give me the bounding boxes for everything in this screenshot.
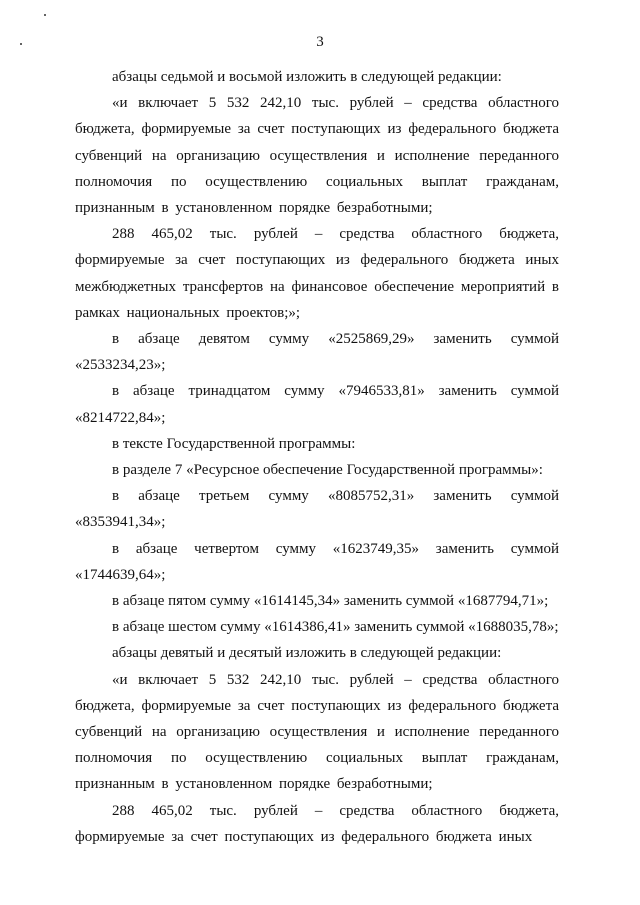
paragraph: в абзаце четвертом сумму «1623749,35» заменить суммой «1744639,64»; [75, 540, 559, 583]
paragraph: в абзаце третьем сумму «8085752,31» заменить суммой «8353941,34»; [75, 488, 559, 531]
document-body [75, 64, 559, 850]
paragraph: абзацы седьмой и восьмой изложить в следующей редакции: [112, 69, 502, 85]
paragraph: 288 465,02 тыс. рублей – средства областного бюджета, формируемые за счет поступающих из федерального бюджета иных [75, 802, 559, 845]
paragraph: «и включает 5 532 242,10 тыс. рублей – средства областного бюджета, формируемые за счет поступающих из федерального бюджета субвенций на организацию осуществления и исполнение переданного полномочия по осуществлению социальных выплат гражданам, признанным в установленном порядке безработными; [75, 95, 559, 217]
paragraph: 288 465,02 тыс. рублей – средства областного бюджета, формируемые за счет поступающих из федерального бюджета иных межбюджетных трансфертов на финансовое обеспечение мероприятий в рамках национальных проектов;»; [75, 226, 559, 321]
paragraph: в абзаце тринадцатом сумму «7946533,81» заменить суммой «8214722,84»; [75, 383, 559, 426]
paragraph: в абзаце шестом сумму «1614386,41» заменить суммой «1688035,78»; [112, 619, 559, 636]
paragraph: в абзаце девятом сумму «2525869,29» заменить суммой «2533234,23»; [75, 331, 559, 374]
paragraph: абзацы девятый и десятый изложить в следующей редакции: [112, 645, 502, 662]
scan-speck [44, 14, 46, 16]
paragraph: в тексте Государственной программы: [112, 435, 356, 452]
paragraph: в абзаце пятом сумму «1614145,34» заменить суммой «1687794,71»; [112, 593, 549, 610]
page-number: 3 [316, 34, 324, 50]
paragraph: в разделе 7 «Ресурсное обеспечение Государственной программы»: [112, 462, 543, 479]
paragraph: «и включает 5 532 242,10 тыс. рублей – средства областного бюджета, формируемые за счет поступающих из федерального бюджета субвенций на организацию осуществления и исполнение переданного полномочия по осуществлению социальных выплат гражданам, признанным в установленном порядке безработными; [75, 671, 559, 793]
